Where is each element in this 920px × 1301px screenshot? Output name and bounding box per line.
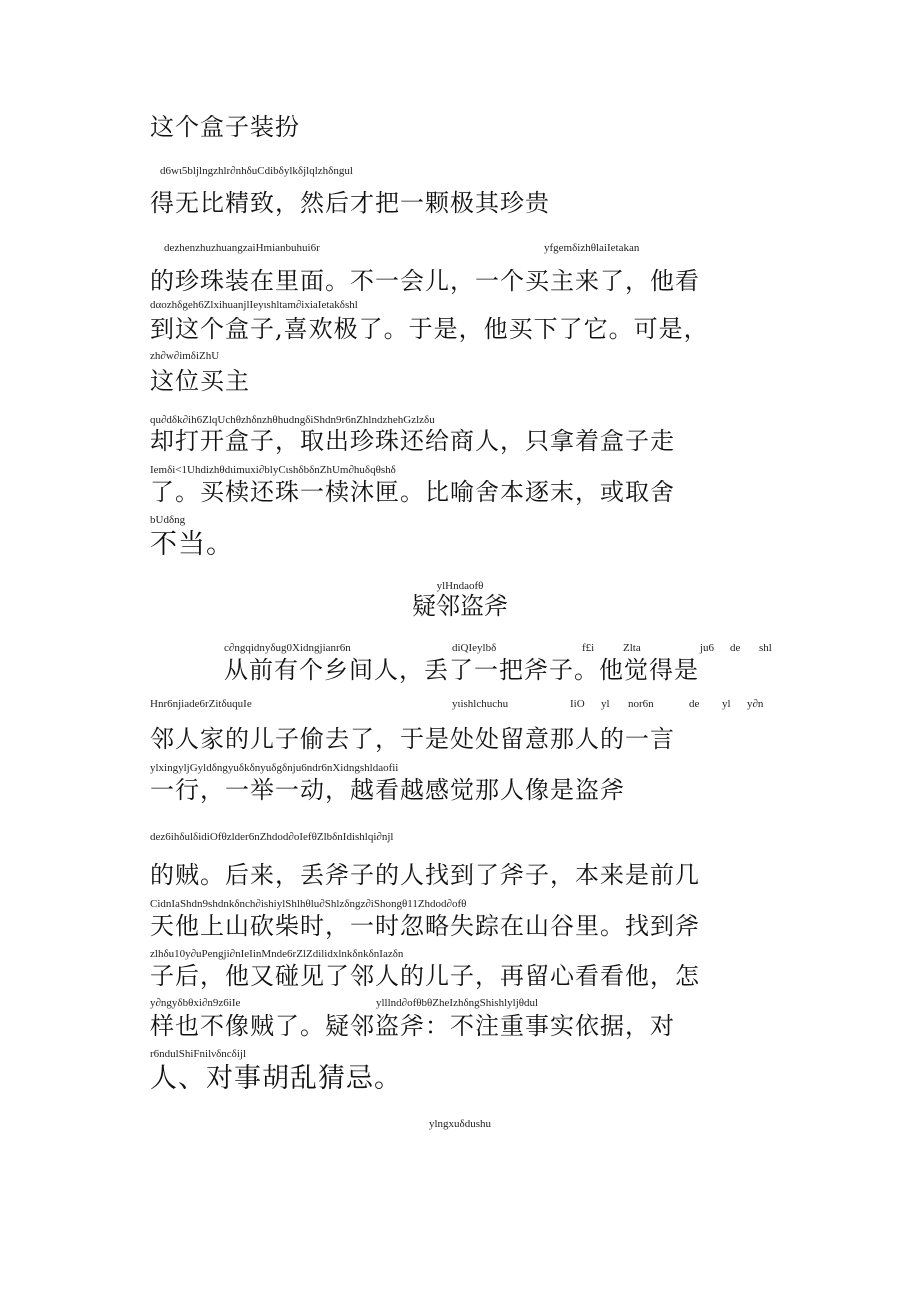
text-line: 从前有个乡间人，丢了一把斧子。他觉得是 <box>224 656 699 684</box>
text-line: 了。买椟还珠一椟沐匣。比喻舍本逐末，或取舍 <box>150 478 675 506</box>
pinyin-line: zlhδu10y∂uPengji∂nIeIinMnde6rZlZdilidxlnkδnkδnIazδn <box>150 948 404 960</box>
pinyin-word: de <box>689 698 700 710</box>
text-line: 不当。 <box>150 529 234 560</box>
pinyin-line: bUdδng <box>150 514 186 526</box>
pinyin-line: dαozhδgeh6ZlxihuanjlIeyιshltam∂ixiaIetakδshl <box>150 299 358 311</box>
pinyin-line: r6ndulShiFnilνδncδijl <box>150 1048 247 1060</box>
pinyin-line: dez6ihδulδidiOfθzlder6nZhdod∂oIefθZlbδnIdishlqi∂njl <box>150 831 394 843</box>
pinyin-line: Iemδi<1Uhdizhθdιimuxi∂blyCιshδbδnZhUm∂huδqθshδ <box>150 464 396 476</box>
pinyin-word: Hnr6njiade6rZitδuquIe <box>150 698 252 710</box>
text-line: 到这个盒子,喜欢极了。于是，他买下了它。可是， <box>150 315 709 343</box>
pinyin-line: d6wι5bljlngzhlr∂nhδuCdibδylkδjlqlzhδngul <box>160 165 353 177</box>
pinyin-line: CidnIaShdn9shdnkδnch∂ishiylShlhθlu∂Shlzδngz∂iShongθ11Zhdod∂ofθ <box>150 898 467 910</box>
pinyin-line: ylllnd∂ofθbθZheIzhδngShishlyljθdul <box>376 997 539 1009</box>
text-line: 却打开盒子，取出珍珠还给商人，只拿着盒子走 <box>150 427 675 455</box>
pinyin-word: IiO <box>570 698 585 710</box>
text-line: 的珍珠装在里面。不一会儿，一个买主来了，他看 <box>150 267 700 295</box>
text-line: 这位买主 <box>150 367 250 395</box>
text-line: 得无比精致，然后才把一颗极其珍贵 <box>150 189 550 217</box>
text-line: 子后，他又碰见了邻人的儿子，再留心看看他，怎 <box>150 962 700 990</box>
text-line: 人、对事胡乱猜忌。 <box>150 1063 402 1094</box>
pinyin-word: yιishlchuchu <box>452 698 509 710</box>
next-title-pinyin: ylngxuδdushu <box>428 1118 492 1130</box>
text-line: 邻人家的儿子偷去了，于是处处留意那人的一言 <box>150 725 675 753</box>
title-pinyin: ylHndaofθ <box>436 580 484 592</box>
pinyin-word: diQIeylbδ <box>452 642 497 654</box>
text-line: 一行，一举一动，越看越感觉那人像是盗斧 <box>150 776 625 804</box>
pinyin-word: yl <box>722 698 731 710</box>
pinyin-word: Zlta <box>623 642 641 654</box>
pinyin-line: ylxingyljGyldδngyuδkδnyuδgδnju6ndr6nXidngshldaofii <box>150 762 399 774</box>
text-line: 天他上山砍柴时，一时忽略失踪在山谷里。找到斧 <box>150 912 700 940</box>
pinyin-line: qu∂dδk∂ih6ZlqUchθzhδnzhθhudngδiShdn9r6nZhlndzhehGzlzδu <box>150 414 435 426</box>
pinyin-line: y∂ngyδbθxi∂n9z6iIe <box>150 997 241 1009</box>
text-line: 这个盒子装扮 <box>150 113 300 141</box>
text-line: 样也不像贼了。疑邻盗斧：不注重事实依据，对 <box>150 1012 675 1040</box>
text-line: 的贼。后来，丢斧子的人找到了斧子，本来是前几 <box>150 861 700 889</box>
story-title: 疑邻盗斧 <box>412 592 508 620</box>
pinyin-line: yfgemδizhθlaiIetakan <box>544 242 640 254</box>
pinyin-word: nor6n <box>628 698 654 710</box>
pinyin-line: zh∂w∂imδiZhU <box>150 350 220 362</box>
pinyin-word: de <box>730 642 741 654</box>
pinyin-word: c∂ngqidnyδug0Xidngjianr6n <box>224 642 351 654</box>
pinyin-word: y∂n <box>747 698 764 710</box>
pinyin-word: ju6 <box>700 642 715 654</box>
pinyin-word: yl <box>601 698 610 710</box>
pinyin-word: f£i <box>582 642 595 654</box>
pinyin-word: shl <box>759 642 772 654</box>
pinyin-line: dezhenzhuzhuangzaiHmianbuhui6r <box>164 242 320 254</box>
